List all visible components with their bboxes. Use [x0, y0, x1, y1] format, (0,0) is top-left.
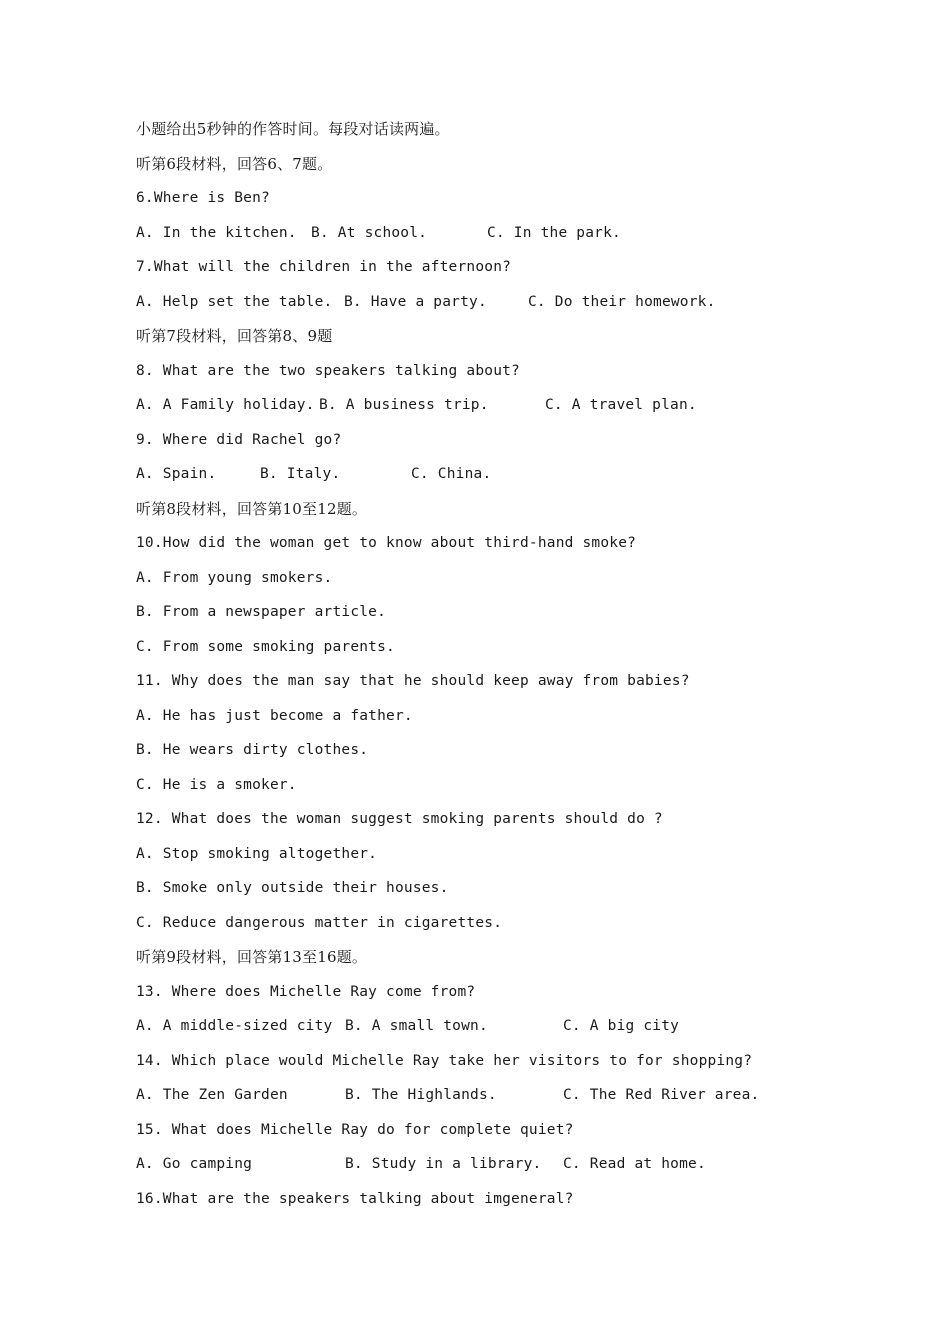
- option-a: A. Help set the table.: [136, 293, 333, 310]
- option-c: C. In the park.: [487, 224, 621, 241]
- option-a: A. Go camping: [136, 1156, 253, 1172]
- option-a: A. From young smokers.: [136, 569, 333, 586]
- section-heading: 听第6段材料，回答6、7题。: [136, 154, 333, 173]
- option-b: B. Study in a library.: [345, 1156, 542, 1172]
- option-a: A. He has just become a father.: [136, 707, 413, 724]
- option-b: B. At school.: [311, 224, 428, 241]
- option-b: B. He wears dirty clothes.: [136, 742, 369, 758]
- option-c: C. The Red River area.: [563, 1087, 760, 1103]
- option-a: A. A middle-sized city: [136, 1018, 333, 1034]
- option-b: B. The Highlands.: [345, 1087, 497, 1103]
- options-row: [136, 457, 856, 492]
- option-c: C. He is a smoker.: [136, 776, 297, 793]
- section-heading: 听第8段材料，回答第10至12题。: [136, 499, 368, 518]
- option-c: C. From some smoking parents.: [136, 638, 395, 655]
- options-row: [136, 216, 856, 251]
- options-row: [136, 1147, 856, 1182]
- option-b: B. From a newspaper article.: [136, 604, 387, 620]
- option-c: C. Read at home.: [563, 1156, 706, 1172]
- option-c: C. A big city: [563, 1018, 680, 1034]
- option-c: C. Do their homework.: [528, 293, 716, 310]
- option-a: A. Spain.: [136, 466, 217, 482]
- question-13: 13. Where does Michelle Ray come from?: [136, 983, 476, 1000]
- question-9: 9. Where did Rachel go?: [136, 431, 342, 448]
- section-heading: 听第9段材料，回答第13至16题。: [136, 948, 368, 966]
- section-heading: 听第7段材料，回答第8、9题: [136, 327, 333, 345]
- option-a: A. Stop smoking altogether.: [136, 845, 378, 862]
- options-row: [136, 388, 856, 423]
- question-16: 16.What are the speakers talking about imgeneral?: [136, 1190, 574, 1207]
- option-c: C. Reduce dangerous matter in cigarettes.: [136, 914, 503, 931]
- option-b: B. Smoke only outside their houses.: [136, 880, 449, 896]
- options-row: [136, 1078, 856, 1113]
- question-7: 7.What will the children in the afternoon?: [136, 259, 512, 275]
- option-b: B. A small town.: [345, 1018, 488, 1034]
- option-a: A. The Zen Garden: [136, 1087, 288, 1103]
- option-b: B. Have a party.: [344, 293, 487, 310]
- question-6: 6.Where is Ben?: [136, 190, 270, 206]
- option-c: C. A travel plan.: [545, 397, 697, 413]
- option-c: C. China.: [411, 466, 492, 482]
- question-12: 12. What does the woman suggest smoking parents should do ?: [136, 811, 663, 827]
- question-8: 8. What are the two speakers talking about?: [136, 362, 520, 379]
- question-15: 15. What does Michelle Ray do for complete quiet?: [136, 1121, 574, 1138]
- option-a: A. A Family holiday.: [136, 397, 315, 413]
- question-11: 11. Why does the man say that he should keep away from babies?: [136, 673, 690, 689]
- option-a: A. In the kitchen.: [136, 224, 297, 241]
- options-row: [136, 285, 856, 320]
- document-content: [136, 112, 856, 1216]
- question-10: 10.How did the woman get to know about third-hand smoke?: [136, 535, 637, 551]
- option-b: B. A business trip.: [319, 397, 489, 413]
- options-row: [136, 1009, 856, 1044]
- option-b: B. Italy.: [260, 466, 341, 482]
- instruction-line: 小题给出5秒钟的作答时间。每段对话读两遍。: [136, 120, 450, 138]
- question-14: 14. Which place would Michelle Ray take her visitors to for shopping?: [136, 1052, 753, 1069]
